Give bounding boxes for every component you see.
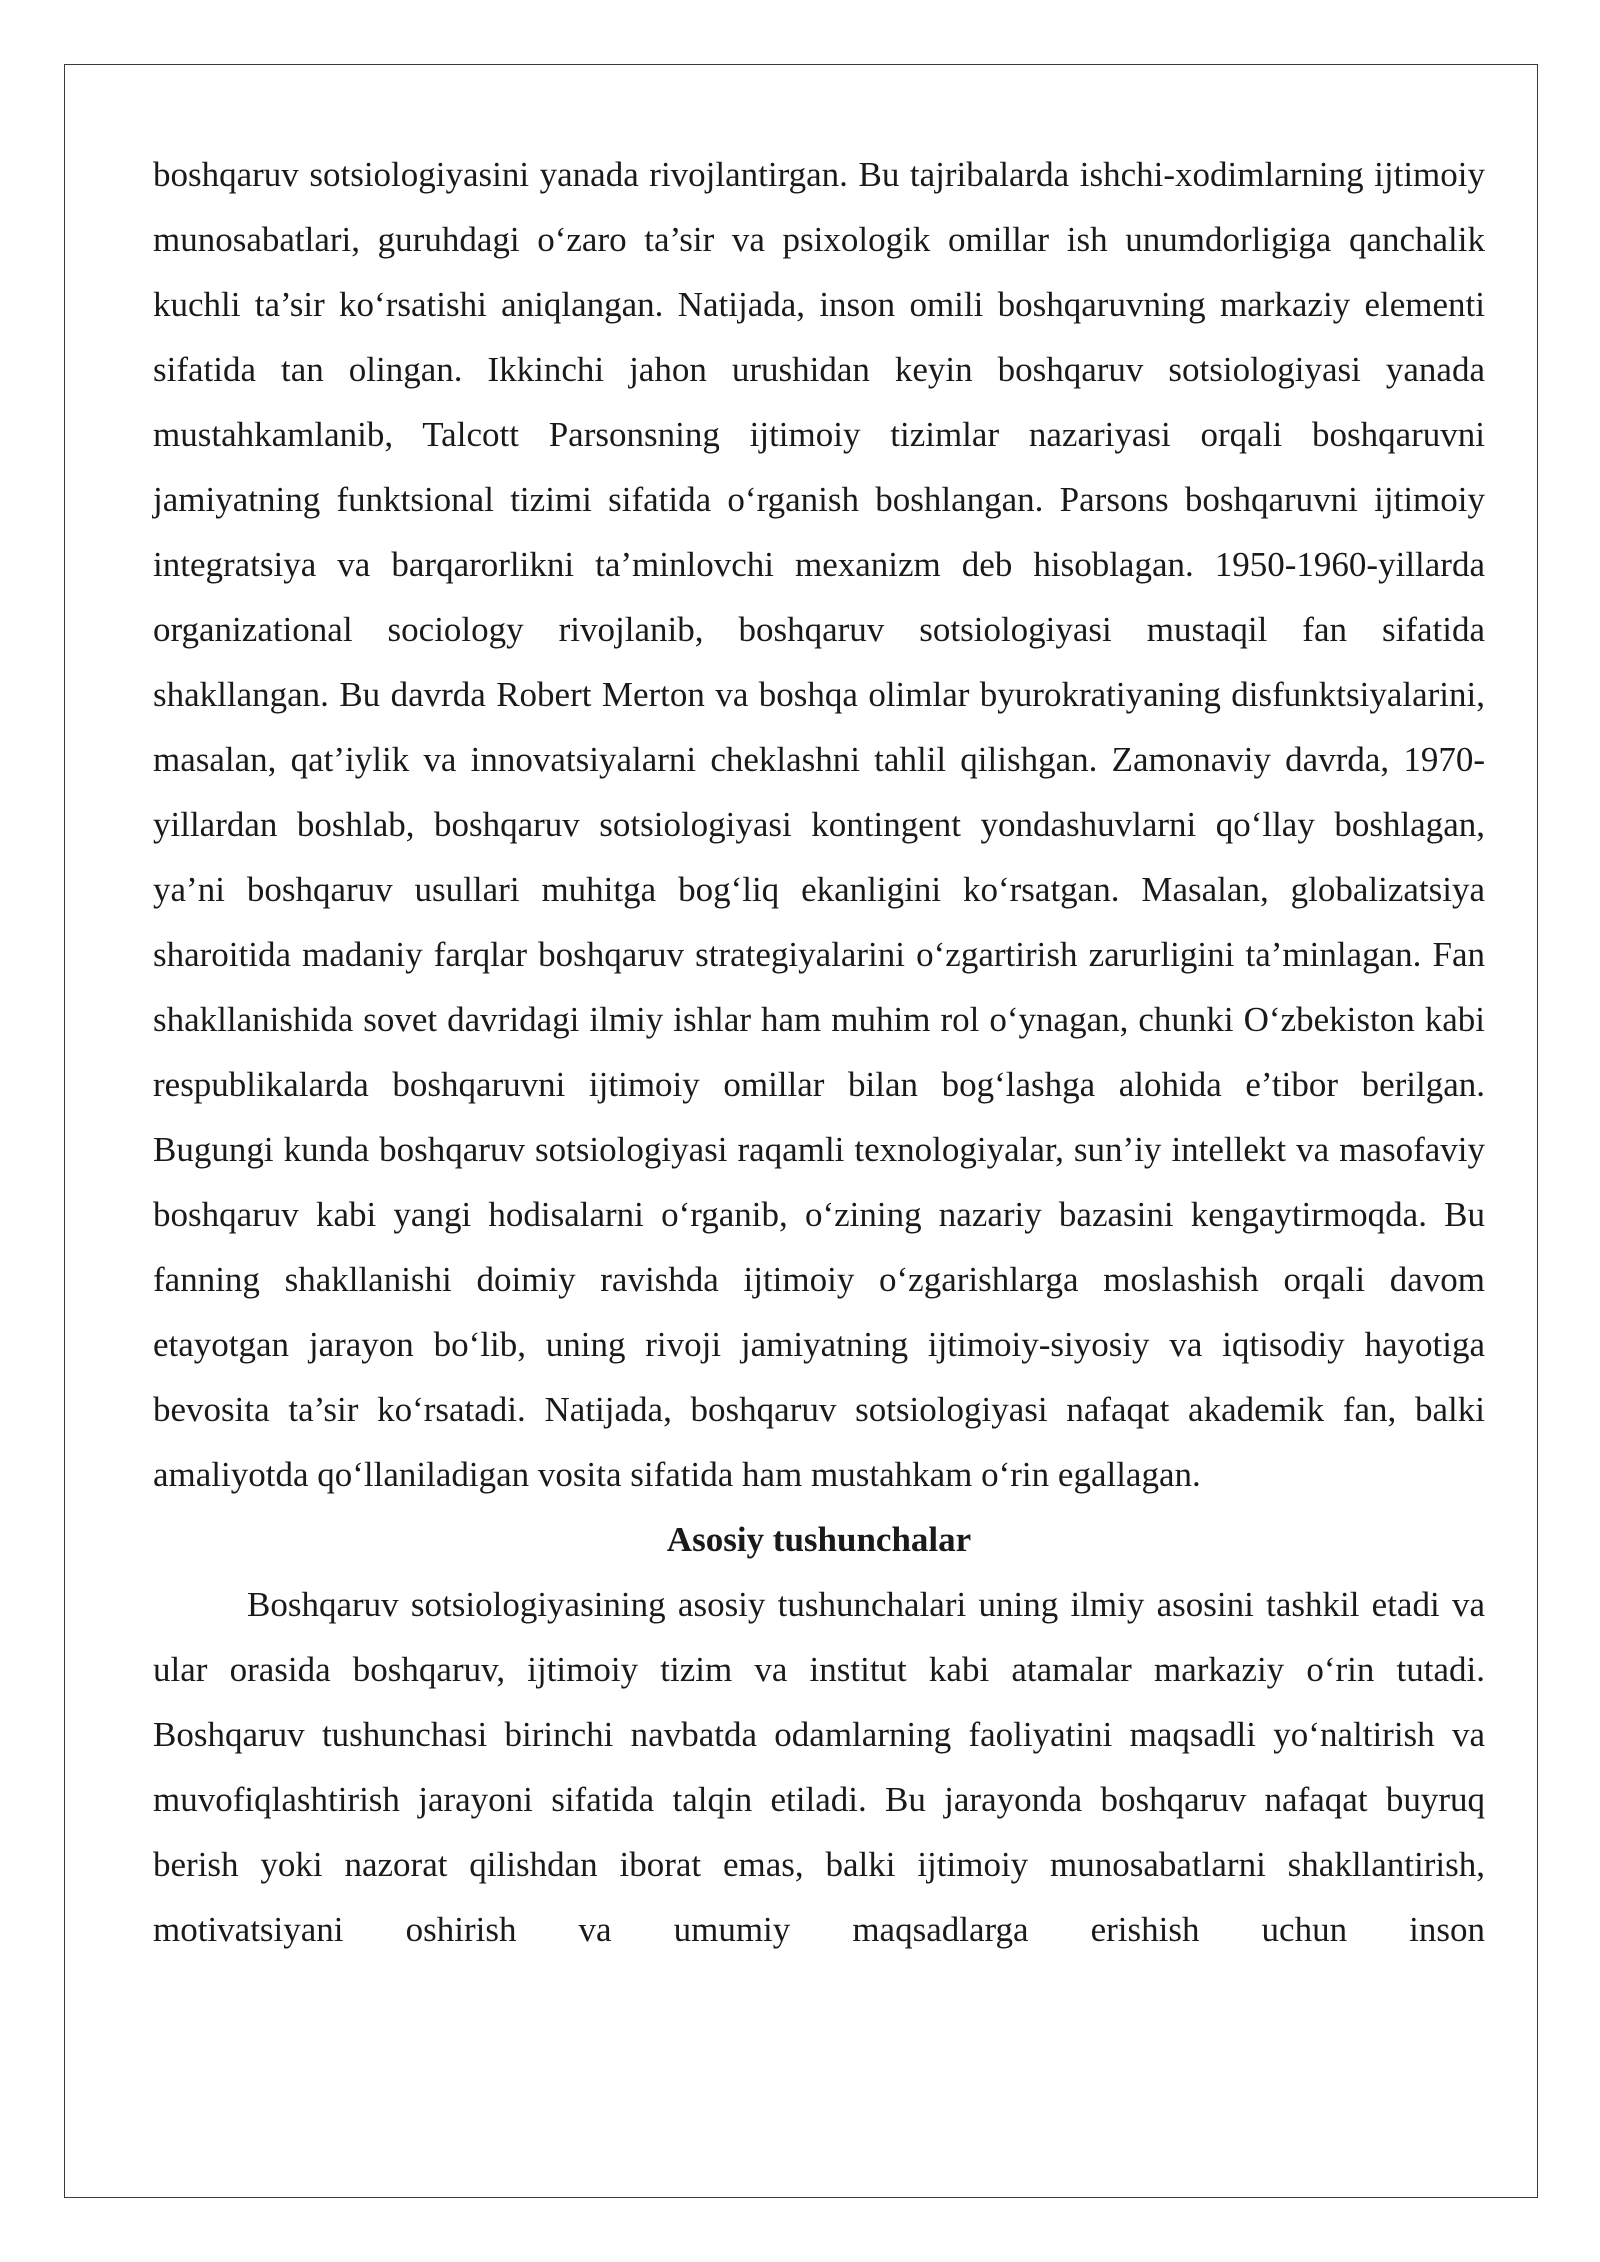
body-paragraph: boshqaruv sotsiologiyasini yanada rivojlantirgan. Bu tajribalarda ishchi-xodimlarning ijtimoiy munosabatlari, guruhdagi o‘zaro ta’sir va psixologik omillar ish unumdorligiga qanchalik kuchli ta’sir ko‘rsatishi aniqlangan. Natijada, inson omili boshqaruvning markaziy elementi sifatida tan olingan. Ikkinchi jahon urushidan keyin boshqaruv sotsiologiyasi yanada mustahkamlanib, Talcott Parsonsning ijtimoiy tizimlar nazariyasi orqali boshqaruvni jamiyatning funktsional tizimi sifatida o‘rganish boshlangan. Parsons boshqaruvni ijtimoiy integratsiya va barqarorlikni ta’minlovchi mexanizm deb hisoblagan. 1950-1960-yillarda organizational sociology rivojlanib, boshqaruv sotsiologiyasi mustaqil fan sifatida shakllangan. Bu davrda Robert Merton va boshqa olimlar byurokratiyaning disfunktsiyalarini, masalan, qat’iylik va innovatsiyalarni cheklashni tahlil qilishgan. Zamonaviy davrda, 1970-yillardan boshlab, boshqaruv sotsiologiyasi kontingent yondashuvlarni qo‘llay boshlagan, ya’ni boshqaruv usullari muhitga bog‘liq ekanligini ko‘rsatgan. Masalan, globalizatsiya sharoitida madaniy farqlar boshqaruv strategiyalarini o‘zgartirish zarurligini ta’minlagan. Fan shakllanishida sovet davridagi ilmiy ishlar ham muhim rol o‘ynagan, chunki O‘zbekiston kabi respublikalarda boshqaruvni ijtimoiy omillar bilan bog‘lashga alohida e’tibor berilgan. Bugungi kunda boshqaruv sotsiologiyasi raqamli texnologiyalar, sun’iy intellekt va masofaviy boshqaruv kabi yangi hodisalarni o‘rganib, o‘zining nazariy bazasini kengaytirmoqda. Bu fanning shakllanishi doimiy ravishda ijtimoiy o‘zgarishlarga moslashish orqali davom etayotgan jarayon bo‘lib, uning rivoji jamiyatning ijtimoiy-siyosiy va iqtisodiy hayotiga bevosita ta’sir ko‘rsatadi. Natijada, boshqaruv sotsiologiyasi nafaqat akademik fan, balki amaliyotda qo‘llaniladigan vosita sifatida ham mustahkam o‘rin egallagan. bbox=[153, 155, 1485, 1494]
body-paragraph: Boshqaruv sotsiologiyasining asosiy tushunchalari uning ilmiy asosini tashkil etadi va ular orasida boshqaruv, ijtimoiy tizim va institut kabi atamalar markaziy o‘rin tutadi. Boshqaruv tushunchasi birinchi navbatda odamlarning faoliyatini maqsadli yo‘naltirish va muvofiqlashtirish jarayoni sifatida talqin etiladi. Bu jarayonda boshqaruv nafaqat buyruq berish yoki nazorat qilishdan iborat emas, balki ijtimoiy munosabatlarni shakllantirish, motivatsiyani oshirish va umumiy maqsadlarga erishish uchun inson bbox=[153, 1585, 1485, 1949]
section-heading: Asosiy tushunchalar bbox=[666, 1520, 972, 1559]
document-body bbox=[153, 142, 1485, 1962]
